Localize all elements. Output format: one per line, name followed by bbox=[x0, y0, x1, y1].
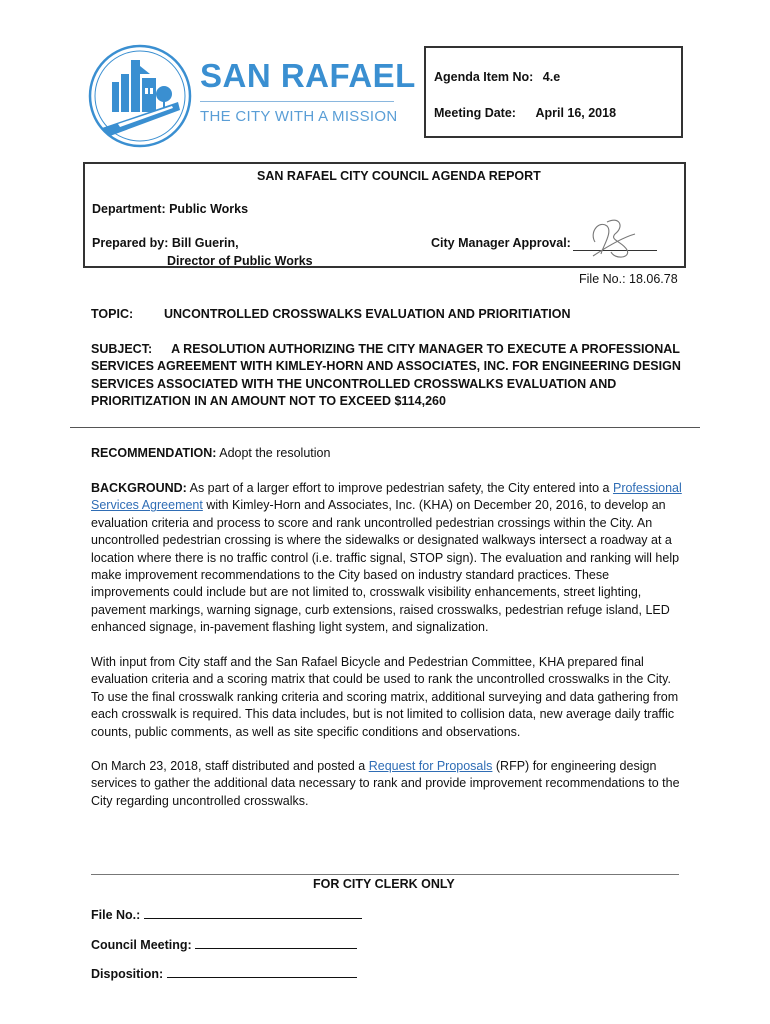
background-text-2: with Kimley-Horn and Associates, Inc. (KHA) on December 20, 2016, to develop an evaluation criteria and process to score and rank uncontrolled pedestrian crossings within the City. An uncontrolled pedestrian crossing is where the sidewalks or designated walkways intersect a roadway at a location where there is no traffic control (i.e. traffic signal, STOP sign). The evaluation and ranking will help make improvement recommendations to the City based on industry standard practices. These improvements could include but are not limited to, crosswalk visibility enhancements, street lighting, pavement markings, warning signage, curb extensions, raised crosswalks, pedestrian refuge island, LED enhanced signage, in-pavement flashing light system, and signalization. bbox=[91, 498, 680, 635]
logo-tagline: THE CITY WITH A MISSION bbox=[200, 108, 398, 125]
recommendation bbox=[91, 445, 686, 462]
background-paragraph bbox=[91, 480, 686, 637]
file-number: File No.: 18.06.78 bbox=[579, 272, 678, 286]
subject-block bbox=[91, 341, 686, 411]
clerk-meeting-row bbox=[91, 937, 357, 952]
meeting-date-label: Meeting Date: bbox=[434, 106, 516, 120]
report-title: SAN RAFAEL CITY COUNCIL AGENDA REPORT bbox=[257, 169, 541, 183]
background-text-1: As part of a larger effort to improve pedestrian safety, the City entered into a bbox=[186, 481, 613, 495]
recommendation-label: RECOMMENDATION: bbox=[91, 446, 217, 460]
meeting-date-value: April 16, 2018 bbox=[535, 106, 617, 120]
request-for-proposals-link[interactable]: Request for Proposals bbox=[368, 759, 493, 773]
clerk-disposition-label: Disposition: bbox=[91, 967, 164, 981]
recommendation-text: Adopt the resolution bbox=[216, 446, 331, 460]
clerk-meeting-label: Council Meeting: bbox=[91, 938, 192, 952]
topic-text: UNCONTROLLED CROSSWALKS EVALUATION AND PRIORITIATION bbox=[164, 307, 571, 321]
clerk-file-row bbox=[91, 907, 362, 922]
clerk-disposition-row bbox=[91, 966, 357, 981]
committee-paragraph: With input from City staff and the San Rafael Bicycle and Pedestrian Committee, KHA prepared final evaluation criteria and a scoring matrix that could be used to rank the uncontrolled crosswalks in the City. To use the final crosswalk ranking criteria and scoring matrix, additional surveying and data gathering from each crosswalk is required. This data includes, but is not limited to collision data, new average daily traffic counts, public comments, as well as site specific conditions and observations. bbox=[91, 655, 679, 739]
clerk-disposition-blank bbox=[167, 966, 357, 978]
agenda-item-value: 4.e bbox=[542, 70, 561, 84]
agenda-item-row bbox=[434, 70, 560, 84]
agenda-item-label: Agenda Item No: bbox=[434, 70, 534, 84]
agenda-info-box bbox=[424, 46, 683, 138]
subject-label: SUBJECT: bbox=[91, 342, 153, 356]
logo-divider bbox=[200, 101, 394, 102]
section-divider bbox=[70, 427, 700, 428]
professional-services-agreement-link[interactable]: Professional Services Agreement bbox=[91, 481, 682, 513]
clerk-file-blank bbox=[144, 907, 362, 919]
clerk-meeting-blank bbox=[195, 937, 357, 949]
background-label: BACKGROUND: bbox=[91, 481, 187, 495]
city-seal-logo bbox=[88, 44, 192, 148]
clerk-divider bbox=[91, 874, 679, 875]
prepared-by: Prepared by: Bill Guerin, bbox=[92, 236, 239, 250]
meeting-date-row bbox=[434, 106, 616, 120]
clerk-heading: FOR CITY CLERK ONLY bbox=[313, 877, 455, 891]
rfp-text-2: (RFP) for engineering design services to gather the additional data necessary to rank and provide improvement recommendations to the City regarding uncontrolled crosswalks. bbox=[91, 759, 680, 808]
city-manager-approval-label: City Manager Approval: bbox=[431, 236, 571, 250]
report-header-box bbox=[83, 162, 686, 268]
signature-mark bbox=[585, 212, 641, 264]
topic-label: TOPIC: bbox=[91, 307, 134, 321]
rfp-text-1: On March 23, 2018, staff distributed and posted a bbox=[91, 759, 369, 773]
rfp-paragraph bbox=[91, 758, 686, 810]
subject-text: A RESOLUTION AUTHORIZING THE CITY MANAGER TO EXECUTE A PROFESSIONAL SERVICES AGREEMENT WITH KIMLEY-HORN AND ASSOCIATES, INC. FOR ENGINEERING DESIGN SERVICES ASSOCIATED WITH THE UNCONTROLLED CROSSWALKS EVALUATION AND PRIORITIZATION IN AN AMOUNT NOT TO EXCEED $114,260 bbox=[91, 342, 681, 409]
logo-city-name: SAN RAFAEL bbox=[200, 57, 416, 94]
clerk-file-label: File No.: bbox=[91, 908, 141, 922]
prepared-by-title: Director of Public Works bbox=[167, 254, 313, 268]
department: Department: Public Works bbox=[92, 202, 249, 216]
